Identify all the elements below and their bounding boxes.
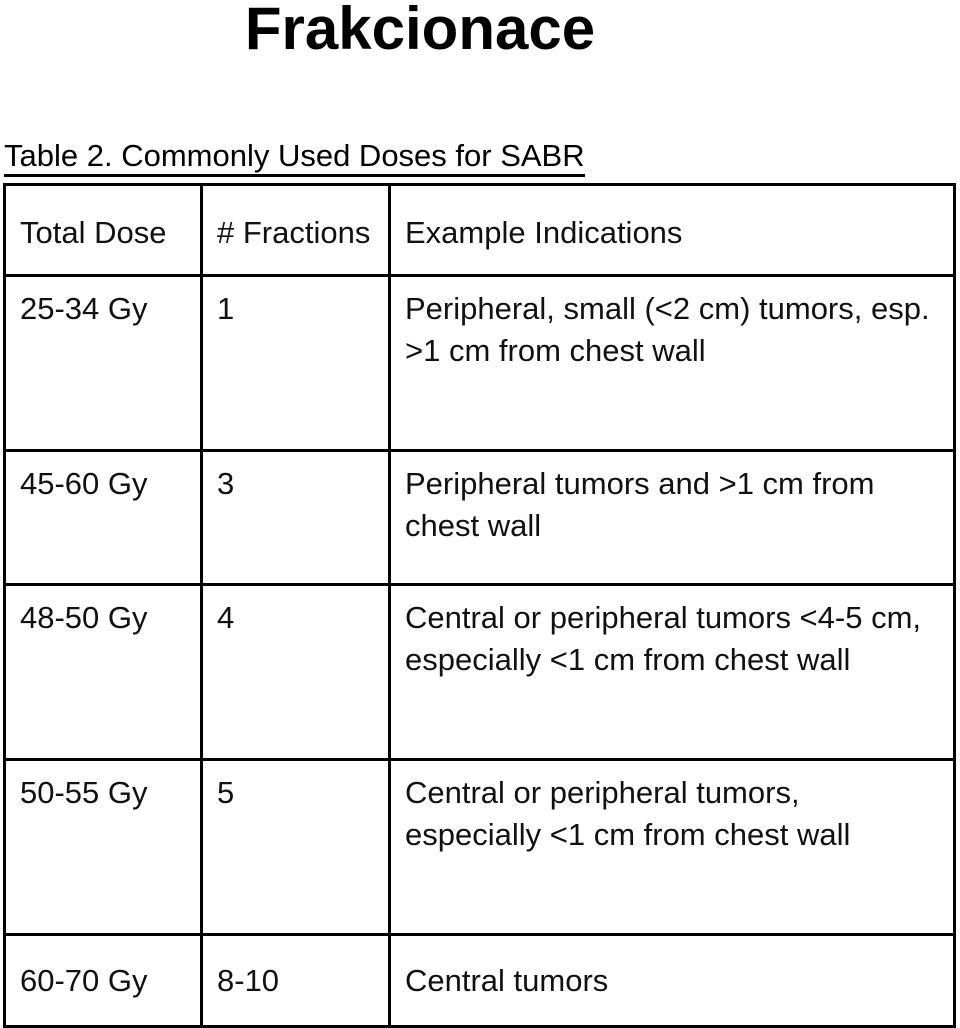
slide-title: Frakcionace: [244, 0, 596, 62]
cell-fractions: 8-10: [202, 935, 390, 1027]
cell-indications: Central or peripheral tumors <4-5 cm, especially <1 cm from chest wall: [390, 585, 955, 760]
table-row: [5, 451, 955, 585]
cell-indications: Peripheral tumors and >1 cm from chest wall: [390, 451, 955, 585]
cell-indications: Peripheral, small (<2 cm) tumors, esp. >1 cm from chest wall: [390, 276, 955, 451]
table-row: [5, 585, 955, 760]
cell-indications: Central tumors: [390, 935, 955, 1027]
header-example-indications: Example Indications: [390, 185, 955, 276]
cell-total-dose: 60-70 Gy: [5, 935, 202, 1027]
doses-table: [3, 183, 956, 1028]
header-fractions: # Fractions: [202, 185, 390, 276]
cell-indications: Central or peripheral tumors, especially <1 cm from chest wall: [390, 760, 955, 935]
table-caption: Table 2. Commonly Used Doses for SABR: [4, 138, 585, 177]
cell-total-dose: 45-60 Gy: [5, 451, 202, 585]
table-header-row: [5, 185, 955, 276]
cell-fractions: 3: [202, 451, 390, 585]
table-row: [5, 276, 955, 451]
header-total-dose: Total Dose: [5, 185, 202, 276]
cell-fractions: 5: [202, 760, 390, 935]
cell-total-dose: 48-50 Gy: [5, 585, 202, 760]
cell-fractions: 4: [202, 585, 390, 760]
cell-total-dose: 50-55 Gy: [5, 760, 202, 935]
table-row: [5, 935, 955, 1027]
cell-fractions: 1: [202, 276, 390, 451]
table-row: [5, 760, 955, 935]
cell-total-dose: 25-34 Gy: [5, 276, 202, 451]
